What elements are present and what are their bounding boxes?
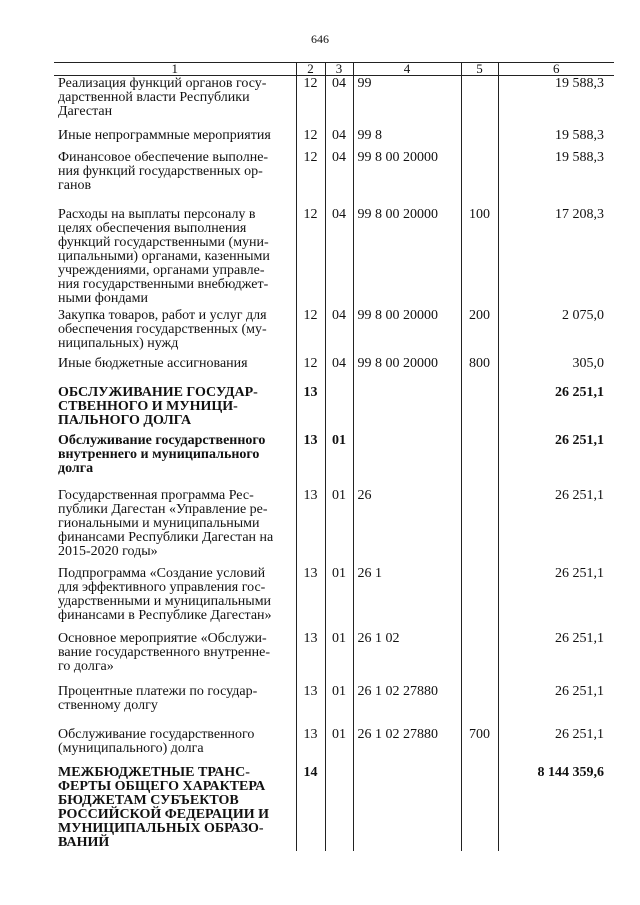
row-name: Обслуживание государственного (муниципального) долга xyxy=(58,726,255,756)
table-row xyxy=(54,566,614,631)
row-expense-type xyxy=(461,684,498,727)
row-section: 12 xyxy=(296,128,325,150)
row-section: 12 xyxy=(296,356,325,385)
row-expense-type: 700 xyxy=(461,727,498,765)
row-target-code xyxy=(353,385,461,433)
row-target-code: 99 8 xyxy=(353,128,461,150)
row-subsection: 04 xyxy=(325,356,353,385)
row-target-code xyxy=(353,765,461,851)
header-col-2: 2 xyxy=(296,63,325,76)
row-expense-type xyxy=(461,566,498,631)
row-target-code xyxy=(353,433,461,488)
row-subsection xyxy=(325,385,353,433)
header-col-5: 5 xyxy=(461,63,498,76)
row-amount: 2 075,0 xyxy=(498,308,614,356)
row-amount: 19 588,3 xyxy=(498,128,614,150)
row-amount: 26 251,1 xyxy=(498,684,614,727)
row-subsection: 01 xyxy=(325,433,353,488)
row-expense-type xyxy=(461,488,498,566)
table-row xyxy=(54,385,614,433)
row-name: Финансовое обеспечение выполне- ния функций государственных ор- ганов xyxy=(58,149,269,193)
row-amount: 17 208,3 xyxy=(498,207,614,308)
row-subsection: 01 xyxy=(325,727,353,765)
table-row xyxy=(54,433,614,488)
row-section: 12 xyxy=(296,308,325,356)
row-section: 13 xyxy=(296,488,325,566)
row-name: ОБСЛУЖИВАНИЕ ГОСУДАР- СТВЕННОГО И МУНИЦИ- ПАЛЬНОГО ДОЛГА xyxy=(58,384,258,428)
row-target-code: 26 1 02 27880 xyxy=(353,727,461,765)
row-section: 13 xyxy=(296,684,325,727)
header-row xyxy=(54,63,614,76)
row-name: МЕЖБЮДЖЕТНЫЕ ТРАНС- ФЕРТЫ ОБЩЕГО ХАРАКТЕРА БЮДЖЕТАМ СУБЪЕКТОВ РОССИЙСКОЙ ФЕДЕРАЦИИ И МУНИЦИПАЛЬНЫХ ОБРАЗО- ВАНИЙ xyxy=(58,764,269,850)
row-subsection: 04 xyxy=(325,207,353,308)
row-section: 13 xyxy=(296,566,325,631)
row-name: Иные непрограммные мероприятия xyxy=(58,127,271,143)
row-target-code: 99 8 00 20000 xyxy=(353,150,461,207)
row-amount: 19 588,3 xyxy=(498,150,614,207)
table-row xyxy=(54,207,614,308)
row-expense-type: 100 xyxy=(461,207,498,308)
row-subsection: 04 xyxy=(325,128,353,150)
table-row xyxy=(54,631,614,684)
row-amount: 26 251,1 xyxy=(498,433,614,488)
row-section: 13 xyxy=(296,385,325,433)
row-amount: 26 251,1 xyxy=(498,727,614,765)
row-section: 12 xyxy=(296,150,325,207)
row-section: 13 xyxy=(296,727,325,765)
row-subsection: 04 xyxy=(325,308,353,356)
row-section: 12 xyxy=(296,76,325,128)
row-expense-type xyxy=(461,765,498,851)
row-section: 13 xyxy=(296,631,325,684)
row-target-code: 26 xyxy=(353,488,461,566)
row-target-code: 26 1 xyxy=(353,566,461,631)
header-col-1: 1 xyxy=(54,63,296,76)
row-section: 14 xyxy=(296,765,325,851)
row-target-code: 26 1 02 27880 xyxy=(353,684,461,727)
row-subsection: 01 xyxy=(325,631,353,684)
row-section: 12 xyxy=(296,207,325,308)
row-subsection: 01 xyxy=(325,566,353,631)
row-amount: 26 251,1 xyxy=(498,566,614,631)
table-row xyxy=(54,150,614,207)
row-amount: 19 588,3 xyxy=(498,76,614,128)
row-name: Обслуживание государственного внутреннего и муниципального долга xyxy=(58,432,266,476)
row-name: Расходы на выплаты персоналу в целях обеспечения выполнения функций государственными (муни- ципальными) органами, казенными учреждениями, органами управле- ния государственными внебюджет- ными фондами xyxy=(58,206,270,306)
table-row xyxy=(54,76,614,128)
table-row xyxy=(54,765,614,851)
row-target-code: 99 8 00 20000 xyxy=(353,356,461,385)
row-subsection: 01 xyxy=(325,488,353,566)
row-section: 13 xyxy=(296,433,325,488)
table-row xyxy=(54,128,614,150)
row-amount: 26 251,1 xyxy=(498,385,614,433)
row-name: Иные бюджетные ассигнования xyxy=(58,355,248,371)
row-subsection: 04 xyxy=(325,150,353,207)
table-row xyxy=(54,727,614,765)
row-name: Основное мероприятие «Обслужи- вание государственного внутренне- го долга» xyxy=(58,630,270,674)
row-expense-type xyxy=(461,385,498,433)
page-number: 646 xyxy=(311,32,329,46)
row-subsection xyxy=(325,765,353,851)
row-target-code: 99 8 00 20000 xyxy=(353,308,461,356)
row-expense-type xyxy=(461,76,498,128)
row-expense-type xyxy=(461,150,498,207)
row-amount: 305,0 xyxy=(498,356,614,385)
row-name: Подпрограмма «Создание условий для эффективного управления гос- ударственными и муниципальными финансами в Республике Дагестан» xyxy=(58,565,272,623)
table-row xyxy=(54,684,614,727)
row-target-code: 99 8 00 20000 xyxy=(353,207,461,308)
row-amount: 8 144 359,6 xyxy=(498,765,614,851)
row-name: Реализация функций органов госу- дарственной власти Республики Дагестан xyxy=(58,76,267,119)
table-body xyxy=(54,76,614,851)
row-name: Государственная программа Рес- публики Дагестан «Управление ре- гиональными и муниципальными финансами Республики Дагестан на 2015-2020 годы» xyxy=(58,487,274,559)
header-col-3: 3 xyxy=(325,63,353,76)
header-col-6: 6 xyxy=(498,63,614,76)
row-subsection: 04 xyxy=(325,76,353,128)
budget-table xyxy=(54,62,614,851)
row-expense-type: 200 xyxy=(461,308,498,356)
row-target-code: 26 1 02 xyxy=(353,631,461,684)
table-row xyxy=(54,356,614,385)
row-subsection: 01 xyxy=(325,684,353,727)
table-row xyxy=(54,308,614,356)
row-amount: 26 251,1 xyxy=(498,631,614,684)
row-expense-type xyxy=(461,128,498,150)
row-expense-type: 800 xyxy=(461,356,498,385)
row-name: Процентные платежи по государ- ственному долгу xyxy=(58,683,258,713)
table-row xyxy=(54,488,614,566)
row-expense-type xyxy=(461,631,498,684)
row-target-code: 99 xyxy=(353,76,461,128)
row-expense-type xyxy=(461,433,498,488)
header-col-4: 4 xyxy=(353,63,461,76)
row-amount: 26 251,1 xyxy=(498,488,614,566)
row-name: Закупка товаров, работ и услуг для обеспечения государственных (му- ниципальных) нужд xyxy=(58,307,267,351)
